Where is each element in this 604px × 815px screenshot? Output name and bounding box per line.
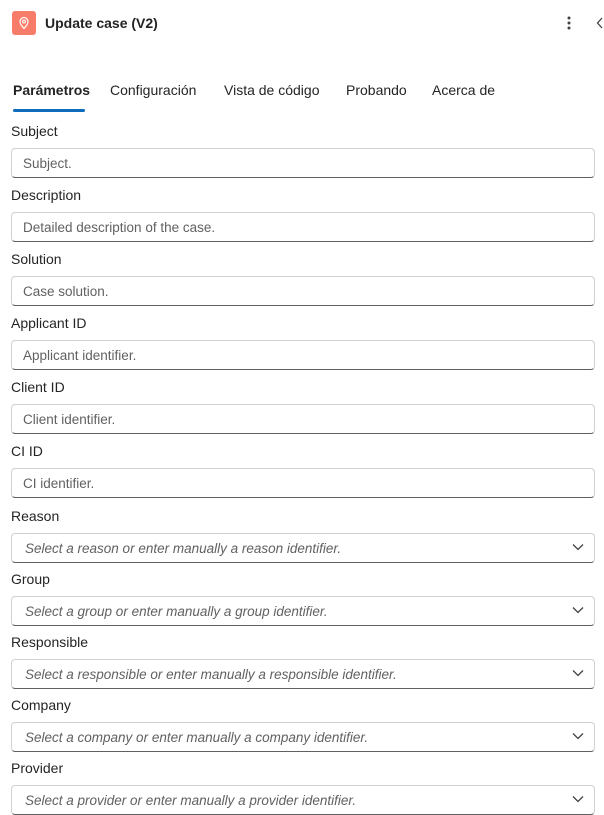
applicant-id-label: Applicant ID <box>11 315 87 331</box>
more-options-button[interactable] <box>559 12 579 34</box>
responsible-dropdown[interactable] <box>11 659 595 689</box>
chevron-down-icon <box>572 732 584 740</box>
provider-placeholder: Select a provider or enter manually a provider identifier. <box>25 793 357 808</box>
connector-icon <box>12 11 36 35</box>
tab-bar <box>0 78 604 112</box>
active-tab-indicator <box>13 109 85 112</box>
client-id-label: Client ID <box>11 379 65 395</box>
group-placeholder: Select a group or enter manually a group identifier. <box>25 604 328 619</box>
description-label: Description <box>11 187 82 203</box>
provider-dropdown[interactable] <box>11 785 595 815</box>
chevron-down-icon <box>572 795 584 803</box>
company-label: Company <box>11 697 71 713</box>
solution-placeholder: Case solution. <box>23 284 109 299</box>
ci-id-input[interactable] <box>11 468 595 498</box>
group-dropdown[interactable] <box>11 596 595 626</box>
reason-placeholder: Select a reason or enter manually a reason identifier. <box>25 541 342 556</box>
ci-id-placeholder: CI identifier. <box>23 476 95 491</box>
subject-input[interactable] <box>11 148 595 178</box>
company-dropdown[interactable] <box>11 722 595 752</box>
subject-label: Subject <box>11 123 58 139</box>
responsible-label: Responsible <box>11 634 89 650</box>
tab-parametros[interactable]: Parámetros <box>13 82 91 98</box>
collapse-panel-button[interactable] <box>595 12 604 34</box>
chevron-down-icon <box>572 543 584 551</box>
tab-configuracion[interactable]: Configuración <box>110 82 197 98</box>
solution-input[interactable] <box>11 276 595 306</box>
reason-label: Reason <box>11 508 60 524</box>
ci-id-label: CI ID <box>11 443 43 459</box>
chevron-down-icon <box>572 669 584 677</box>
tab-probando[interactable]: Probando <box>346 82 407 98</box>
client-id-placeholder: Client identifier. <box>23 412 116 427</box>
panel-header <box>0 0 604 46</box>
tab-acerca-de[interactable]: Acerca de <box>432 82 496 98</box>
description-placeholder: Detailed description of the case. <box>23 220 216 235</box>
applicant-id-placeholder: Applicant identifier. <box>23 348 137 363</box>
provider-label: Provider <box>11 760 64 776</box>
group-label: Group <box>11 571 50 587</box>
company-placeholder: Select a company or enter manually a company identifier. <box>25 730 369 745</box>
reason-dropdown[interactable] <box>11 533 595 563</box>
tab-vista-de-codigo[interactable]: Vista de código <box>224 82 320 98</box>
solution-label: Solution <box>11 251 62 267</box>
client-id-input[interactable] <box>11 404 595 434</box>
description-input[interactable] <box>11 212 595 242</box>
subject-placeholder: Subject. <box>23 156 72 171</box>
responsible-placeholder: Select a responsible or enter manually a responsible identifier. <box>25 667 397 682</box>
chevron-down-icon <box>572 606 584 614</box>
page-title: Update case (V2) <box>45 15 158 31</box>
location-pin-icon <box>17 16 31 30</box>
more-vertical-icon <box>567 15 571 31</box>
chevron-left-icon <box>596 17 603 29</box>
applicant-id-input[interactable] <box>11 340 595 370</box>
